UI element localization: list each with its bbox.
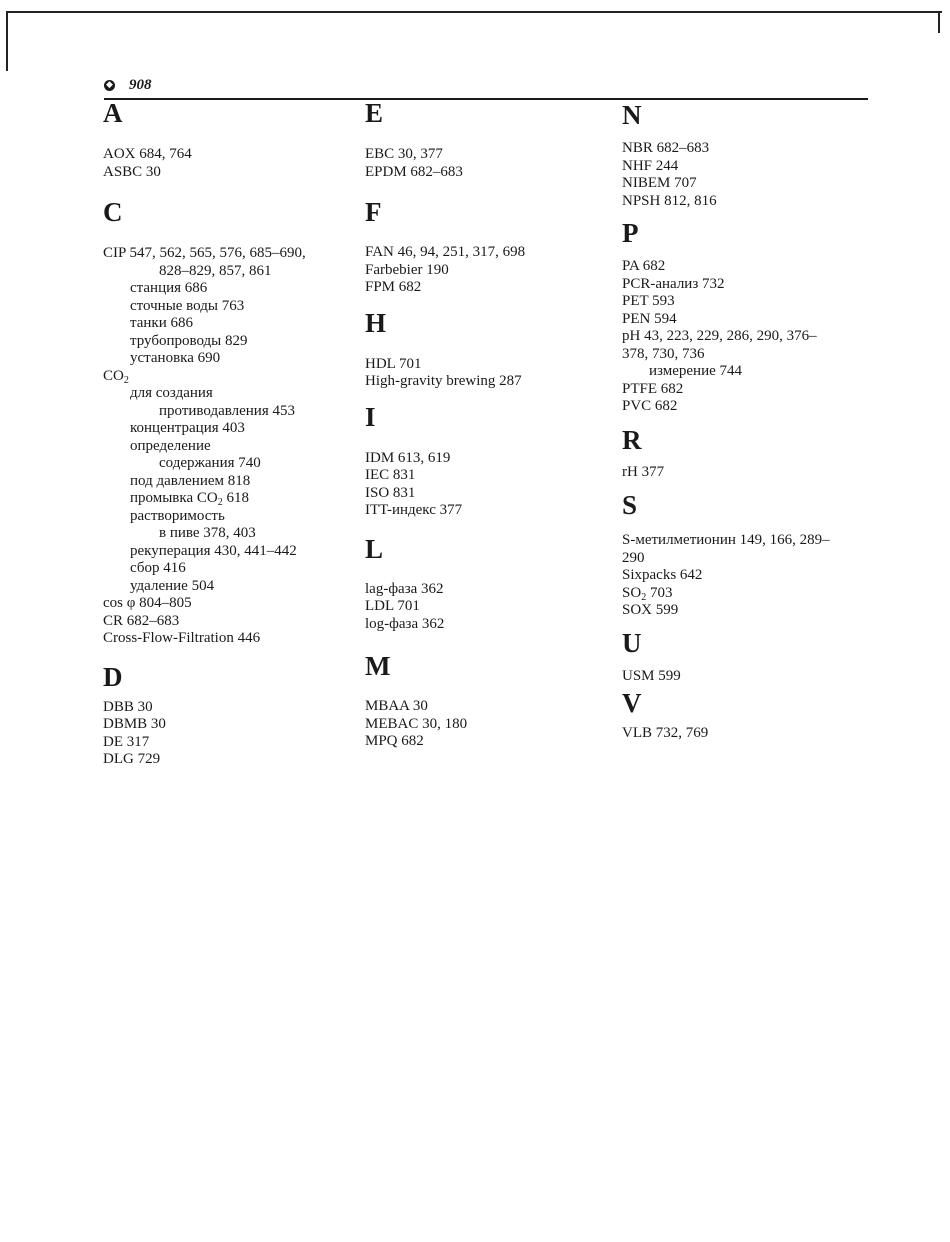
index-entry: $SO_2$ 703 [622,584,673,603]
index-entry: DBMB 30 [103,716,166,732]
section-letter-l: L [365,533,384,564]
index-entry: MEBAC 30, 180 [365,715,468,732]
index-entry: DBB 30 [103,698,153,715]
index-subentry: сточные воды 763 [130,297,245,314]
section-letter-v: V [622,688,642,718]
index-entry: Sixpacks 642 [622,567,703,583]
index-entry: IDM 613, 619 [365,449,451,466]
index-entry: ISO 831 [365,484,416,501]
section-letter-p: P [622,218,639,248]
section-m-entries [365,698,620,751]
index-entry: cos φ 804–805 [103,595,192,611]
index-subentry: концентрация 403 [130,420,245,436]
index-entry: NPSH 812, 816 [622,192,717,209]
section-d-entries [103,699,358,769]
scan-border-top [6,11,942,13]
index-entry: CIP 547, 562, 565, 576, 685–690, [103,245,306,261]
index-entry: PVC 682 [622,398,678,414]
index-entry: DE 317 [103,733,150,750]
index-entry: High-gravity brewing 287 [365,373,522,389]
index-subentry: танки 686 [130,315,193,331]
index-entry: AOX 684, 764 [103,146,192,162]
section-h-entries [365,356,620,391]
index-subentry: сбор 416 [130,560,186,576]
index-entry: NBR 682–683 [622,140,710,156]
index-column-2 [365,98,620,751]
index-subentry: определение [130,437,211,454]
section-letter-u: U [622,627,642,658]
index-subentry: растворимость [130,507,225,524]
index-subentry: промывка $CO_2$ 618 [130,490,249,508]
section-letter-e: E [365,98,384,128]
index-entry: VLB 732, 769 [622,725,709,741]
index-entry: 828–829, 857, 861 [159,262,272,279]
section-letter-i: I [365,401,376,432]
index-subentry: под давлением 818 [130,472,251,489]
section-s-entries [622,532,892,620]
index-entry: USM 599 [622,667,681,684]
section-letter-d: D [103,661,123,692]
index-subentry: установка 690 [130,350,221,366]
section-letter-f: F [365,197,382,227]
section-c-entries [103,245,358,648]
page-header [104,78,868,100]
index-entry: 378, 730, 736 [622,345,705,362]
section-r-entries [622,464,892,482]
index-subentry: станция 686 [130,280,208,296]
page-number: 908 [129,77,152,93]
index-entry: rH 377 [622,463,665,480]
index-entry: PA 682 [622,258,666,274]
index-entry: HDL 701 [365,355,422,372]
index-entry: LDL 701 [365,598,420,614]
section-letter-s: S [622,490,638,520]
index-subentry: удаление 504 [130,577,215,594]
index-subentry: содержания 740 [159,455,261,471]
index-entry: PCR-анализ 732 [622,275,725,292]
index-entry: EPDM 682–683 [365,163,463,180]
scan-border-left [6,11,8,71]
index-entry: log-фаза 362 [365,615,445,632]
index-entry: PEN 594 [622,310,677,327]
index-entry: Cross-Flow-Filtration 446 [103,630,261,646]
index-entry: ASBC 30 [103,163,161,180]
index-entry: MBAA 30 [365,698,428,714]
index-entry: CR 682–683 [103,612,180,629]
index-column-3 [622,100,892,743]
section-p-entries [622,258,892,416]
index-entry: PTFE 682 [622,380,684,397]
index-entry: Farbebier 190 [365,261,449,278]
section-a-entries [103,146,358,181]
index-entry: ITT-индекс 377 [365,502,463,518]
index-entry: DLG 729 [103,751,161,767]
index-entry: lag-фаза 362 [365,580,444,597]
index-entry: $CO_2$ [103,367,129,386]
section-e-entries [365,146,620,181]
index-subentry: рекуперация 430, 441–442 [130,542,297,559]
section-u-entries [622,668,892,686]
section-i-entries [365,450,620,520]
index-entry: FAN 46, 94, 251, 317, 698 [365,244,526,260]
index-entry: NIBEM 707 [622,175,697,191]
section-letter-h: H [365,307,387,338]
section-letter-m: M [365,651,391,681]
book-icon: ◆ [104,80,115,91]
index-entry: 290 [622,549,645,566]
scan-border-right [938,11,940,33]
section-letter-r: R [622,424,642,455]
index-entry: FPM 682 [365,279,422,295]
index-subentry: измерение 744 [649,363,743,379]
section-l-entries [365,581,620,634]
section-n-entries [622,140,892,210]
index-subentry: в пиве 378, 403 [159,525,256,541]
index-entry: NHF 244 [622,157,679,174]
section-letter-c: C [103,197,123,227]
index-entry: PET 593 [622,293,675,309]
index-entry: SOX 599 [622,602,679,618]
section-letter-n: N [622,100,642,130]
index-entry: S-метилметионин 149, 166, 289– [622,532,830,548]
index-subentry: для создания [130,385,213,401]
index-subentry: противодавления 453 [159,402,295,419]
index-entry: IEC 831 [365,467,416,483]
section-v-entries [622,725,892,743]
index-column-1 [103,98,358,769]
index-entry: MPQ 682 [365,733,424,749]
section-f-entries [365,244,620,297]
index-entry: EBC 30, 377 [365,146,443,162]
section-letter-a: A [103,98,123,128]
index-subentry: трубопроводы 829 [130,332,248,349]
index-entry: pH 43, 223, 229, 286, 290, 376– [622,328,817,344]
